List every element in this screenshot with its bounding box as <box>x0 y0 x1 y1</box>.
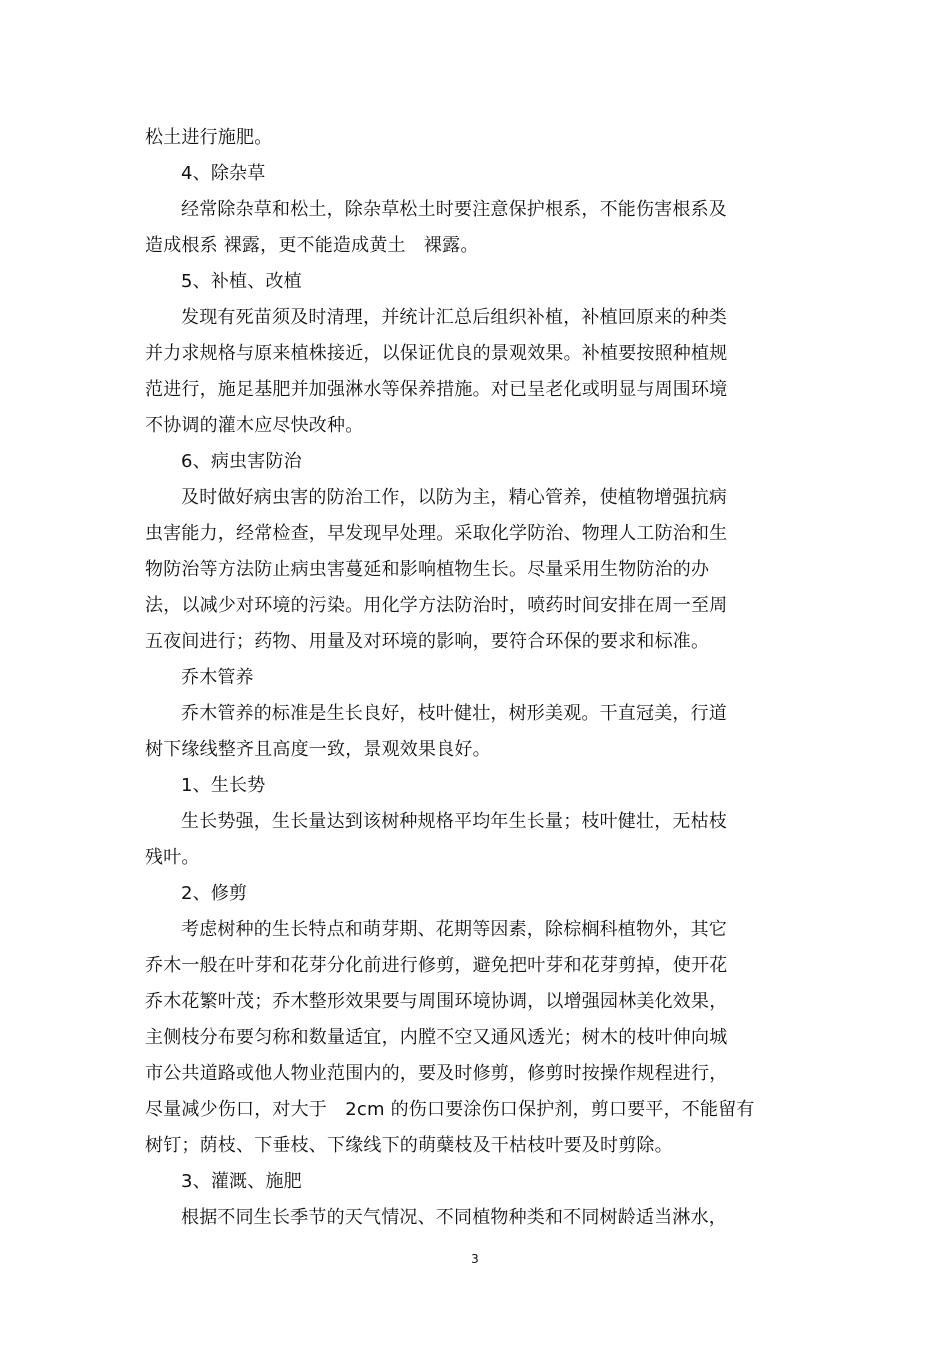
text-line: 树钉；荫枝、下垂枝、下缘线下的萌蘖枝及干枯枝叶要及时剪除。 <box>145 1135 673 1156</box>
text-line: 物防治等方法防止病虫害蔓延和影响植物生长。尽量采用生物防治的办 <box>145 559 710 580</box>
text-line: 考虑树种的生长特点和萌芽期、花期等因素，除棕榈科植物外，其它 <box>181 919 727 940</box>
text-line: 尽量减少伤口，对大于 2cm 的伤口要涂伤口保护剂，剪口要平，不能留有 <box>145 1099 755 1120</box>
text-line: 及时做好病虫害的防治工作，以防为主，精心管养，使植物增强抗病 <box>181 487 727 508</box>
section-heading: 6、病虫害防治 <box>181 451 302 472</box>
text-line: 乔木管养的标准是生长良好，枝叶健壮，树形美观。干直冠美，行道 <box>181 703 727 724</box>
text-line: 经常除杂草和松土，除杂草松土时要注意保护根系，不能伤害根系及 <box>181 199 727 220</box>
text-line: 根据不同生长季节的天气情况、不同植物种类和不同树龄适当淋水， <box>181 1207 727 1228</box>
text-line: 范进行，施足基肥并加强淋水等保养措施。对已呈老化或明显与周围环境 <box>145 379 728 400</box>
text-line: 造成根系 裸露，更不能造成黄土 裸露。 <box>145 235 479 256</box>
text-line: 树下缘线整齐且高度一致，景观效果良好。 <box>145 739 491 760</box>
text-line: 发现有死苗须及时清理，并统计汇总后组织补植，补植回原来的种类 <box>181 307 727 328</box>
section-heading: 1、生长势 <box>181 775 266 796</box>
text-line: 生长势强，生长量达到该树种规格平均年生长量；枝叶健壮，无枯枝 <box>181 811 727 832</box>
text-line: 主侧枝分布要匀称和数量适宜，内膛不空又通风透光；树木的枝叶伸向城 <box>145 1027 728 1048</box>
section-heading: 3、灌溉、施肥 <box>181 1171 302 1192</box>
page-number: 3 <box>471 1252 479 1266</box>
section-heading: 5、补植、改植 <box>181 271 302 292</box>
text-line: 五夜间进行；药物、用量及对环境的影响，要符合环保的要求和标准。 <box>145 631 710 652</box>
section-heading: 乔木管养 <box>181 667 254 688</box>
text-line: 法，以减少对环境的污染。用化学方法防治时，喷药时间安排在周一至周 <box>145 595 728 616</box>
text-line: 松土进行施肥。 <box>145 127 273 148</box>
text-line: 市公共道路或他人物业范围内的，要及时修剪，修剪时按操作规程进行， <box>145 1063 728 1084</box>
text-line: 虫害能力，经常检查，早发现早处理。采取化学防治、物理人工防治和生 <box>145 523 728 544</box>
text-line: 并力求规格与原来植株接近，以保证优良的景观效果。补植要按照种植规 <box>145 343 728 364</box>
section-heading: 4、除杂草 <box>181 163 266 184</box>
text-line: 不协调的灌木应尽快改种。 <box>145 415 364 436</box>
text-line: 乔木花繁叶茂；乔木整形效果要与周围环境协调，以增强园林美化效果， <box>145 991 728 1012</box>
section-heading: 2、修剪 <box>181 883 248 904</box>
text-line: 残叶。 <box>145 847 200 868</box>
text-line: 乔木一般在叶芽和花芽分化前进行修剪，避免把叶芽和花芽剪掉，使开花 <box>145 955 728 976</box>
